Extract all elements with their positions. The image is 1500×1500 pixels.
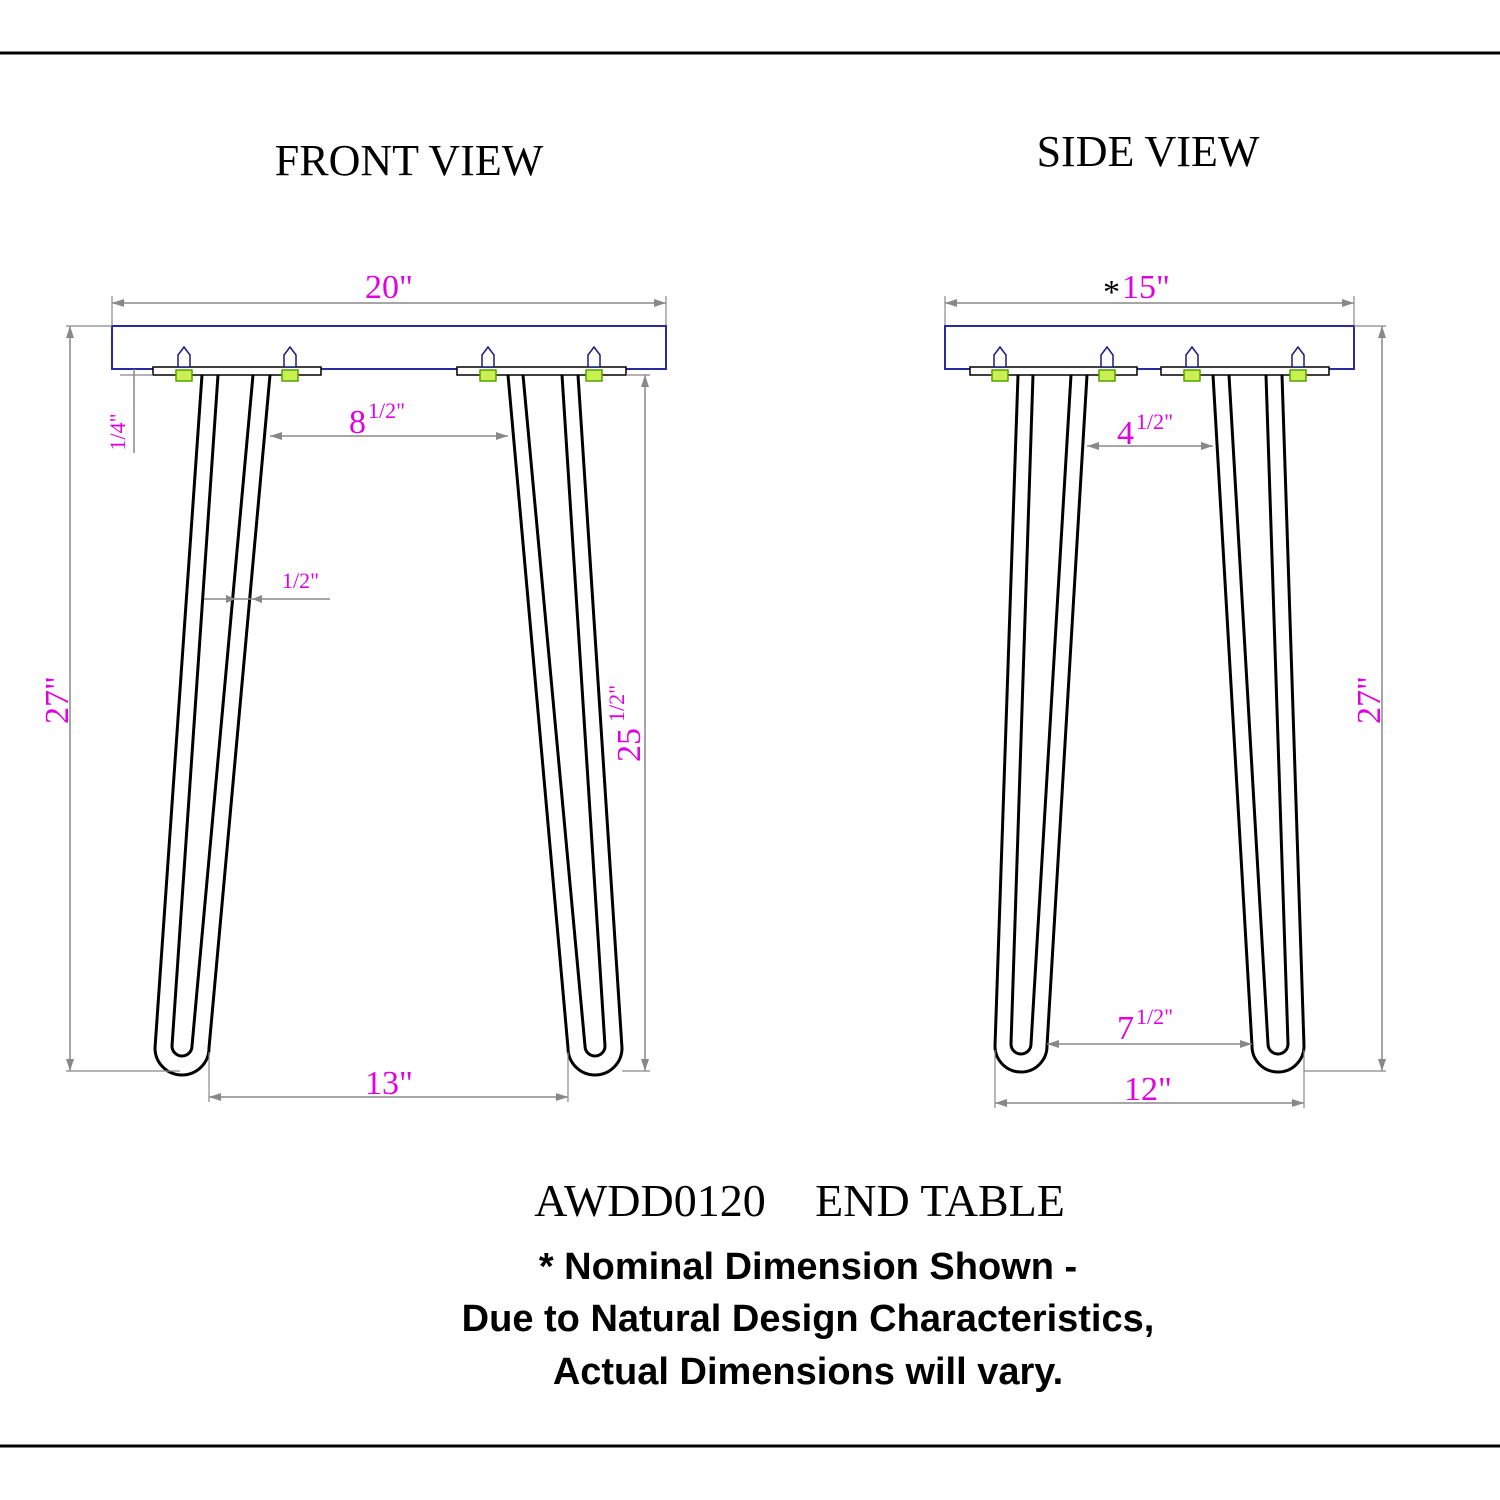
front-leg-right-outer — [508, 375, 622, 1075]
front-rod-gap-label: 1/2" — [282, 568, 320, 593]
side-height-dimension — [1304, 326, 1388, 1071]
product-code: AWDD0120 — [534, 1175, 766, 1226]
front-table-top — [112, 326, 666, 369]
side-height-label: 27" — [1351, 676, 1388, 724]
side-inner-bottom-whole: 7 — [1117, 1010, 1134, 1047]
front-width-label: 20" — [365, 269, 413, 306]
note-line-2: Due to Natural Design Characteristics, — [461, 1298, 1155, 1340]
front-leg-height-fraction: 1/2" — [604, 684, 629, 722]
front-rod-gap-dimension — [204, 568, 330, 603]
nut-icon — [1184, 370, 1200, 381]
side-width-asterisk: * — [1103, 274, 1120, 311]
front-leg-right-inner — [523, 375, 605, 1056]
side-leg-right-inner — [1229, 375, 1288, 1054]
nut-icon — [992, 370, 1008, 381]
title-block — [462, 1175, 1155, 1393]
side-inner-bottom-fraction: 1/2" — [1136, 1004, 1174, 1029]
front-inner-span-fraction: 1/2" — [368, 398, 406, 423]
side-leg-left-inner — [1011, 375, 1071, 1054]
front-inner-span-dimension — [270, 398, 508, 441]
front-inner-span-whole: 8 — [349, 404, 366, 441]
front-leg-height-dimension — [604, 375, 650, 1071]
side-width-dimension — [945, 269, 1354, 326]
side-inner-span-whole: 4 — [1117, 415, 1134, 452]
side-leg-right-outer — [1213, 375, 1304, 1072]
nut-icon — [282, 370, 298, 381]
side-view-title: SIDE VIEW — [1036, 127, 1260, 176]
front-view-title: FRONT VIEW — [274, 136, 544, 185]
note-line-3: Actual Dimensions will vary. — [552, 1351, 1064, 1393]
front-leg-left-outer — [155, 375, 270, 1075]
product-name: END TABLE — [815, 1175, 1065, 1226]
side-width-label: 15" — [1122, 269, 1170, 306]
nut-icon — [586, 370, 602, 381]
nut-icon — [176, 370, 192, 381]
side-bottom-span-label: 12" — [1124, 1071, 1172, 1108]
front-leg-height-whole: 25 — [611, 728, 648, 762]
nut-icon — [480, 370, 496, 381]
side-inner-span-dimension — [1087, 409, 1213, 452]
front-plate-thickness-label: 1/4" — [105, 413, 130, 451]
nut-icon — [1290, 370, 1306, 381]
side-leg-left-outer — [995, 375, 1087, 1072]
side-inner-span-fraction: 1/2" — [1136, 409, 1174, 434]
nut-icon — [1099, 370, 1115, 381]
front-height-label: 27" — [39, 676, 76, 724]
front-bottom-span-dimension — [209, 1052, 568, 1102]
side-inner-bottom-dimension — [1047, 1004, 1252, 1048]
side-view — [945, 127, 1388, 1108]
front-bottom-span-label: 13" — [365, 1065, 413, 1102]
front-width-dimension — [112, 269, 666, 326]
side-bottom-span-dimension — [995, 1050, 1304, 1108]
front-leg-left-inner — [172, 375, 253, 1056]
front-view — [39, 136, 666, 1102]
note-line-1: * Nominal Dimension Shown - — [538, 1246, 1078, 1288]
front-plate-thickness-dimension — [105, 369, 153, 453]
